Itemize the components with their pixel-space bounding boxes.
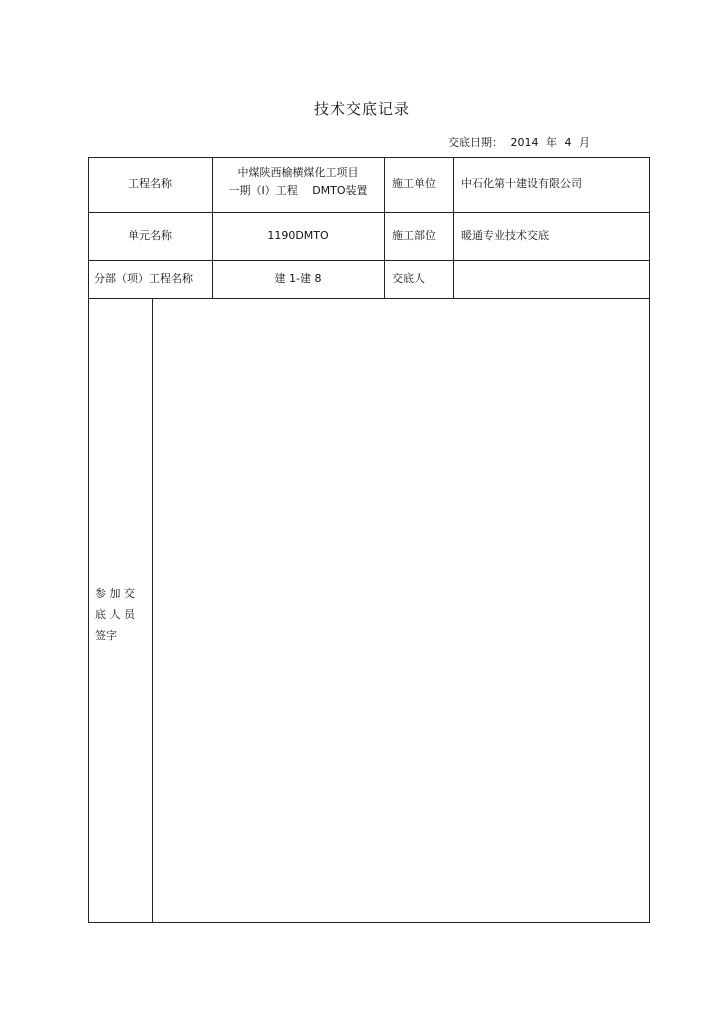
sub-project-label: 分部（项）工程名称 (94, 272, 193, 285)
grid-line (649, 157, 650, 923)
construction-unit-value: 中石化第十建设有限公司 (461, 177, 582, 190)
project-name-value (212, 164, 384, 200)
project-name-label: 工程名称 (128, 177, 172, 190)
construction-part-label: 施工部位 (392, 229, 436, 242)
date-month: 4 (564, 136, 572, 149)
construction-unit-label: 施工单位 (392, 177, 436, 190)
unit-name-label: 单元名称 (128, 229, 172, 242)
participants-label (95, 583, 149, 646)
document-title: 技术交底记录 (313, 100, 410, 118)
date-month-unit: 月 (579, 136, 590, 149)
grid-line (88, 157, 89, 923)
presenter-label: 交底人 (392, 272, 425, 285)
participants-line1: 参 加 交 (95, 587, 135, 600)
grid-line (88, 922, 650, 923)
date-label: 交底日期： (448, 136, 503, 149)
date-year: 2014 (510, 136, 539, 149)
grid-line (453, 157, 454, 299)
grid-line (88, 260, 650, 261)
project-name-line1: 中煤陕西榆横煤化工项目 (237, 166, 359, 179)
grid-line (384, 157, 385, 299)
participants-line3: 签字 (95, 629, 117, 642)
signature-area (153, 299, 649, 922)
grid-line (88, 157, 650, 158)
grid-line (88, 212, 650, 213)
project-name-line2: 一期（Ⅰ）工程 DMTO装置 (228, 184, 368, 197)
sub-project-value: 建 1-建 8 (274, 272, 322, 285)
disclosure-date (448, 134, 594, 150)
unit-name-value: 1190DMTO (267, 229, 329, 242)
participants-line2: 底 人 员 (95, 608, 135, 621)
construction-part-value: 暖通专业技术交底 (461, 229, 549, 242)
date-year-unit: 年 (546, 136, 557, 149)
